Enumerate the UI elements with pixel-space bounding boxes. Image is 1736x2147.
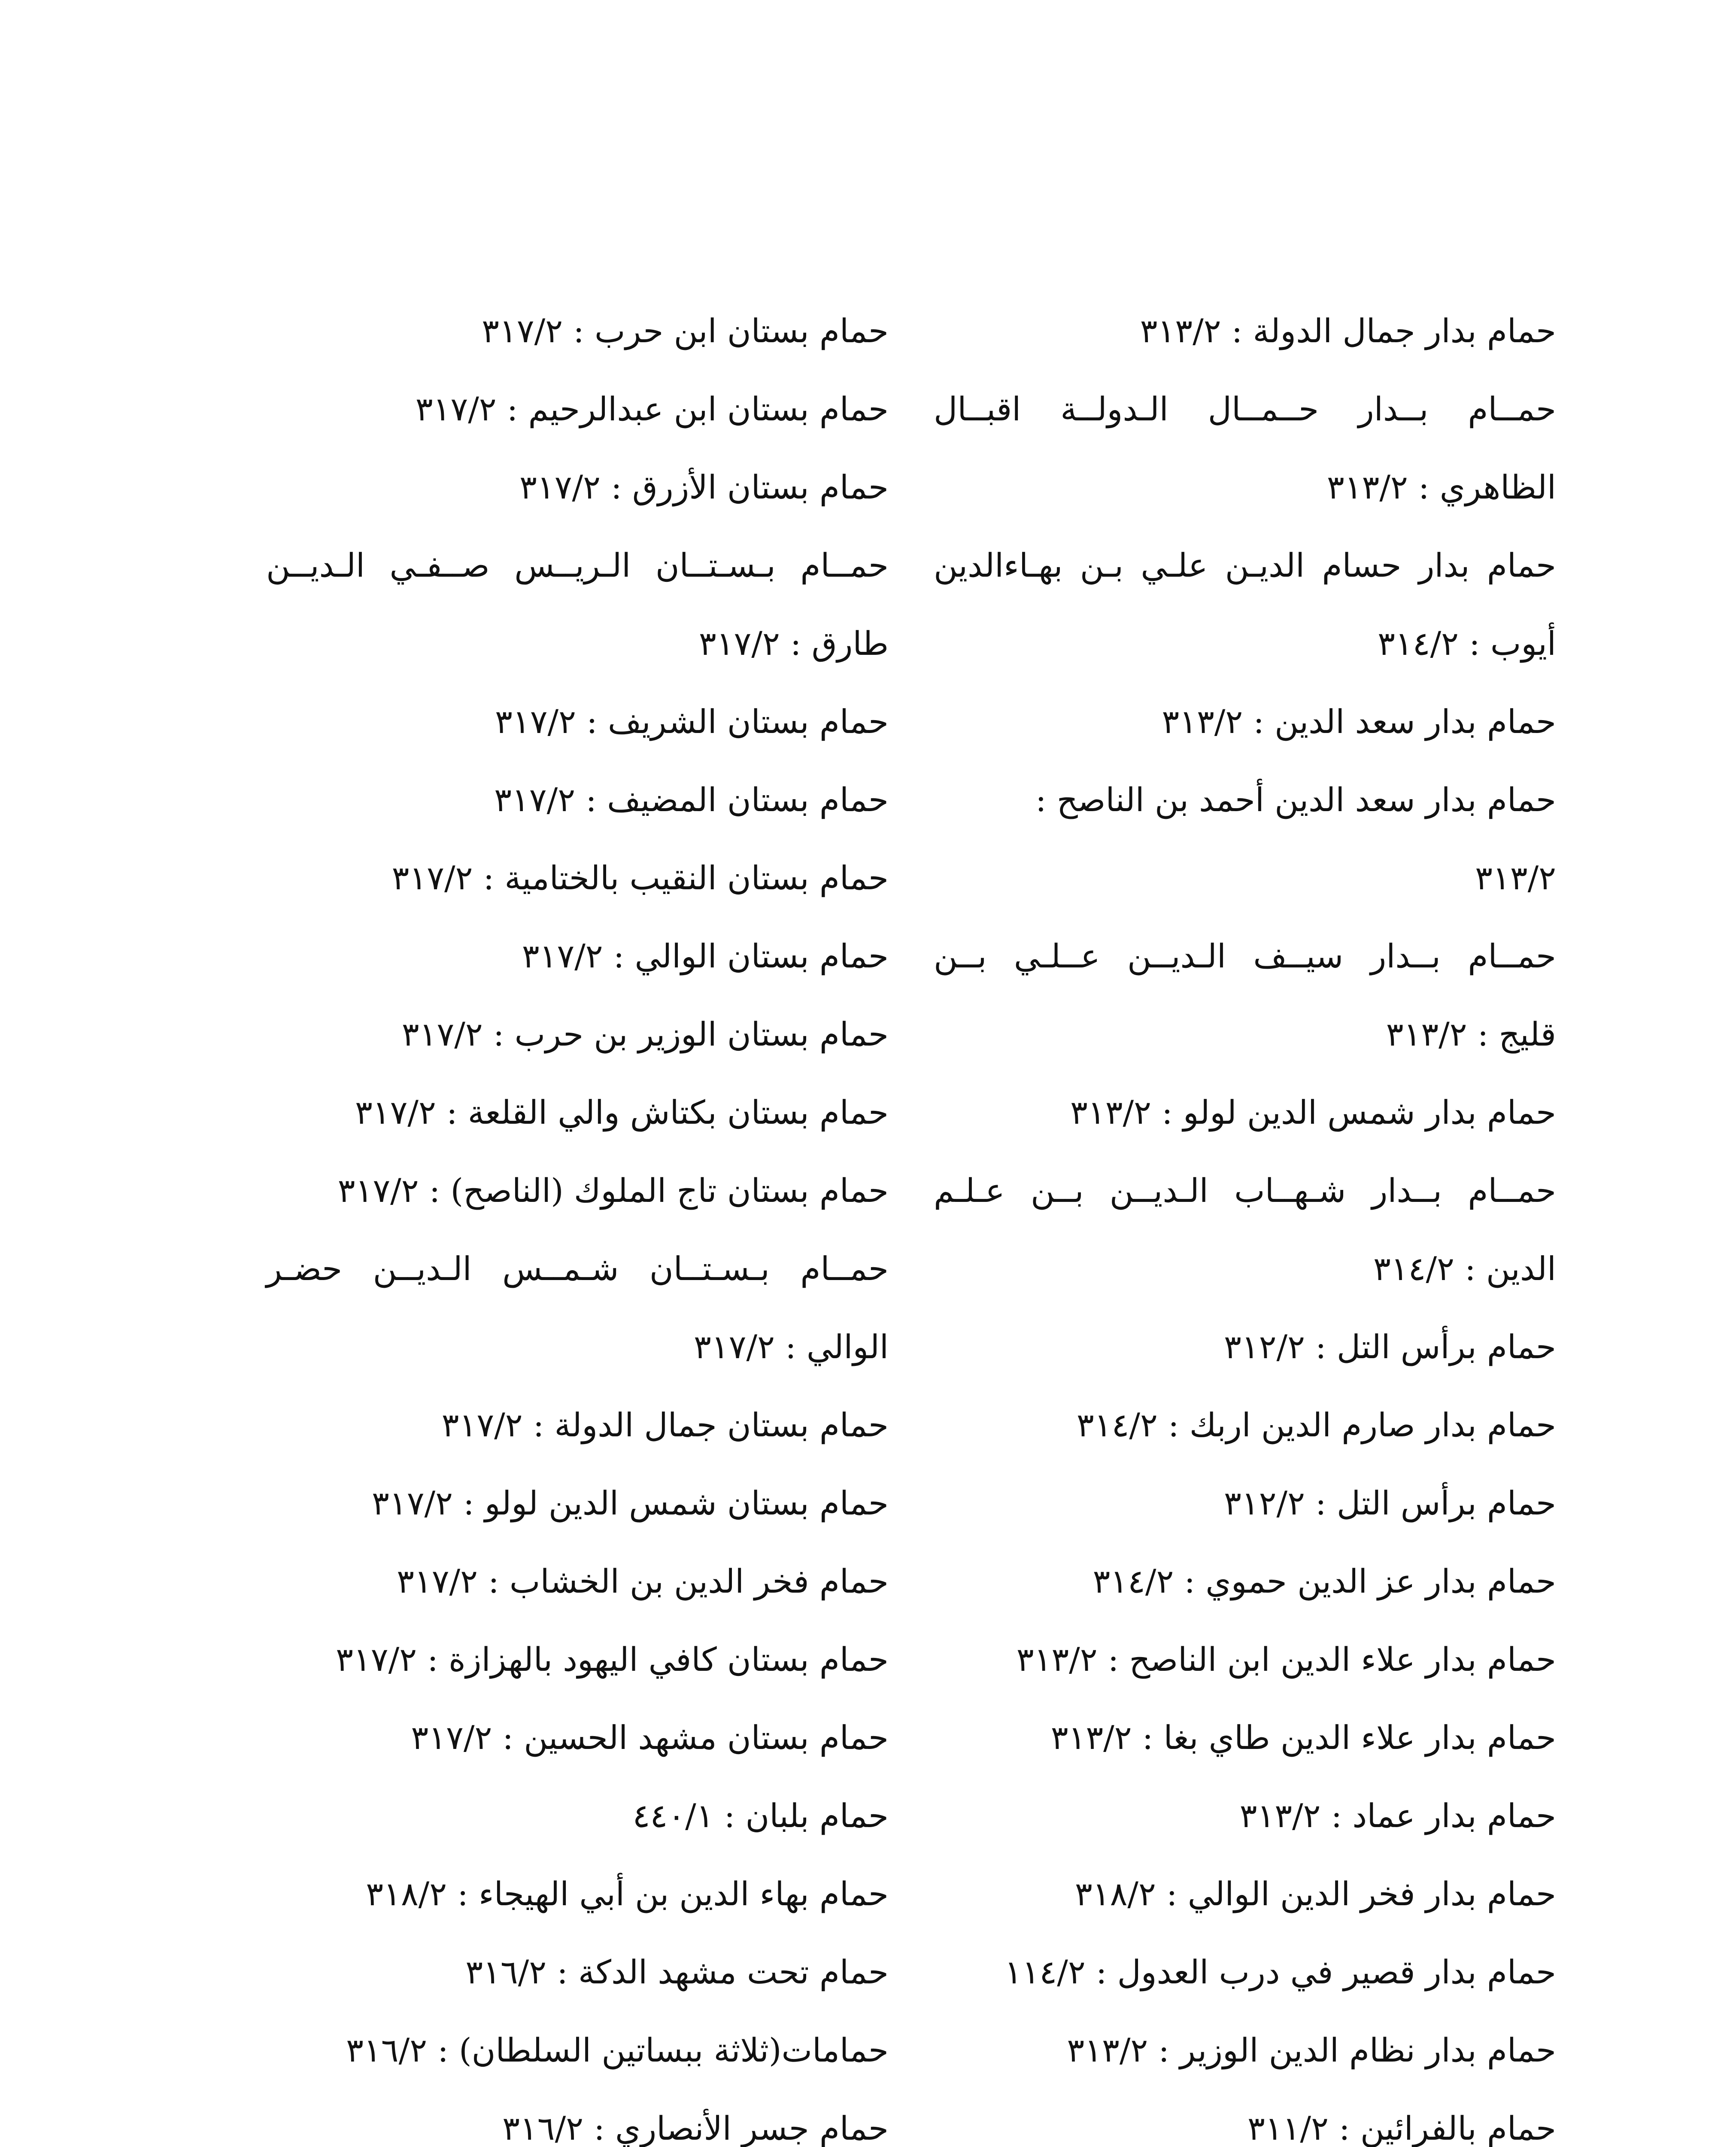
index-entry-line: حمام فخر الدين بن الخشاب : ٣١٧/٢: [397, 1562, 889, 1600]
index-entry-line: حمــام بــدار شـهــاب الـديــن بــن عـلـم: [934, 1171, 1556, 1210]
index-entry-line: حمام بستان المضيف : ٣١٧/٢: [494, 781, 889, 819]
index-entry-line: حمام بدار علاء الدين طاي بغا : ٣١٣/٢: [1050, 1718, 1556, 1757]
index-entry-line: حمام بهاء الدين بن أبي الهيجاء : ٣١٨/٢: [366, 1875, 889, 1913]
index-column-left: [266, 292, 889, 2147]
index-entry-line: حمــام بـسـتــان الـريــس صــفـي الـديــن: [266, 546, 889, 584]
index-entry-line: حمام تحت مشهد الدكة : ٣١٦/٢: [465, 1953, 889, 1991]
index-entry-line: حمام بدار حسام الديـن علـي بـن بهـاءالدين: [934, 546, 1556, 584]
index-entry-line: قليج : ٣١٣/٢: [1386, 1015, 1556, 1053]
index-entry-line: حمام بستان الأزرق : ٣١٧/٢: [519, 468, 889, 506]
index-entry-line: الوالي : ٣١٧/٢: [694, 1328, 889, 1366]
index-entry-line: أيوب : ٣١٤/٢: [1378, 624, 1556, 663]
index-entry-line: حمام بلبان : ٤٤٠/١: [632, 1797, 889, 1835]
index-entry-line: حمام بستان الوزير بن حرب : ٣١٧/٢: [401, 1015, 889, 1053]
index-entry-line: حمــام بــدار سيــف الـديــن عــلـي بــن: [934, 937, 1556, 975]
index-entry-line: الظاهري : ٣١٣/٢: [1326, 468, 1556, 506]
index-entry-line: حمام بستان الوالي : ٣١٧/٢: [522, 937, 889, 975]
index-entry-line: حمام برأس التل : ٣١٢/٢: [1224, 1328, 1556, 1366]
index-entry-line: حمام بستان كافي اليهود بالهزازة : ٣١٧/٢: [336, 1640, 889, 1679]
index-entry-line: حمام بدار صارم الدين اربك : ٣١٤/٢: [1076, 1406, 1556, 1444]
index-entry-line: حمــام بــدار حــمــال الـدولــة اقبــال: [934, 390, 1556, 428]
index-entry-line: حمام بدار فخر الدين الوالي : ٣١٨/٢: [1074, 1875, 1556, 1913]
index-entry-line: حمــام بـسـتــان شـمــس الـديــن حضـر: [266, 1250, 889, 1288]
index-entry-line: حمام بدار جمال الدولة : ٣١٣/٢: [1140, 312, 1556, 350]
index-entry-line: حمام بستان النقيب بالختامية : ٣١٧/٢: [392, 859, 889, 897]
index-entry-line: حمام بستان شمس الدين لولو : ٣١٧/٢: [372, 1484, 889, 1522]
index-entry-line: حمام بستان ابن عبدالرحيم : ٣١٧/٢: [415, 390, 889, 428]
index-entry-line: حمام بدار عز الدين حموي : ٣١٤/٢: [1093, 1562, 1556, 1600]
index-entry-line: الدين : ٣١٤/٢: [1373, 1250, 1556, 1288]
index-entry-line: حمام بدار سعد الدين أحمد بن الناصح :: [1035, 781, 1556, 819]
index-entry-line: حمام بستان مشهد الحسين : ٣١٧/٢: [411, 1718, 889, 1757]
index-entry-line: حمام بستان جمال الدولة : ٣١٧/٢: [441, 1406, 889, 1444]
index-entry-line: طارق : ٣١٧/٢: [698, 624, 889, 663]
index-entry-line: حمام بدار سعد الدين : ٣١٣/٢: [1162, 702, 1556, 741]
index-entry-line: ٣١٣/٢: [1475, 859, 1556, 897]
index-entry-line: حمام بستان بكتاش والي القلعة : ٣١٧/٢: [355, 1093, 889, 1131]
index-entry-line: حمام بدار شمس الدين لولو : ٣١٣/٢: [1070, 1093, 1556, 1131]
index-entry-line: حمام بستان ابن حرب : ٣١٧/٢: [482, 312, 889, 350]
index-entry-line: حمام بستان الشريف : ٣١٧/٢: [495, 702, 889, 741]
index-entry-line: حمام بدار علاء الدين ابن الناصح : ٣١٣/٢: [1016, 1640, 1556, 1679]
index-entry-line: حمام بدار نظام الدين الوزير : ٣١٣/٢: [1067, 2031, 1556, 2069]
index-entry-line: حمامات(ثلاثة ببساتين السلطان) : ٣١٦/٢: [346, 2031, 889, 2069]
index-entry-line: حمام بدار قصير في درب العدول : ١١٤/٢: [1004, 1953, 1556, 1991]
index-entry-line: حمام برأس التل : ٣١٢/٢: [1224, 1484, 1556, 1522]
index-column-right: [934, 292, 1556, 2147]
index-entry-line: حمام بدار عماد : ٣١٣/٢: [1239, 1797, 1556, 1835]
index-entry-line: حمام بستان تاج الملوك (الناصح) : ٣١٧/٢: [337, 1171, 889, 1210]
index-entry-line: حمام جسر الأنصاري : ٣١٦/٢: [502, 2109, 889, 2147]
index-entry-line: حمام بالفرائين : ٣١١/٢: [1247, 2109, 1556, 2147]
